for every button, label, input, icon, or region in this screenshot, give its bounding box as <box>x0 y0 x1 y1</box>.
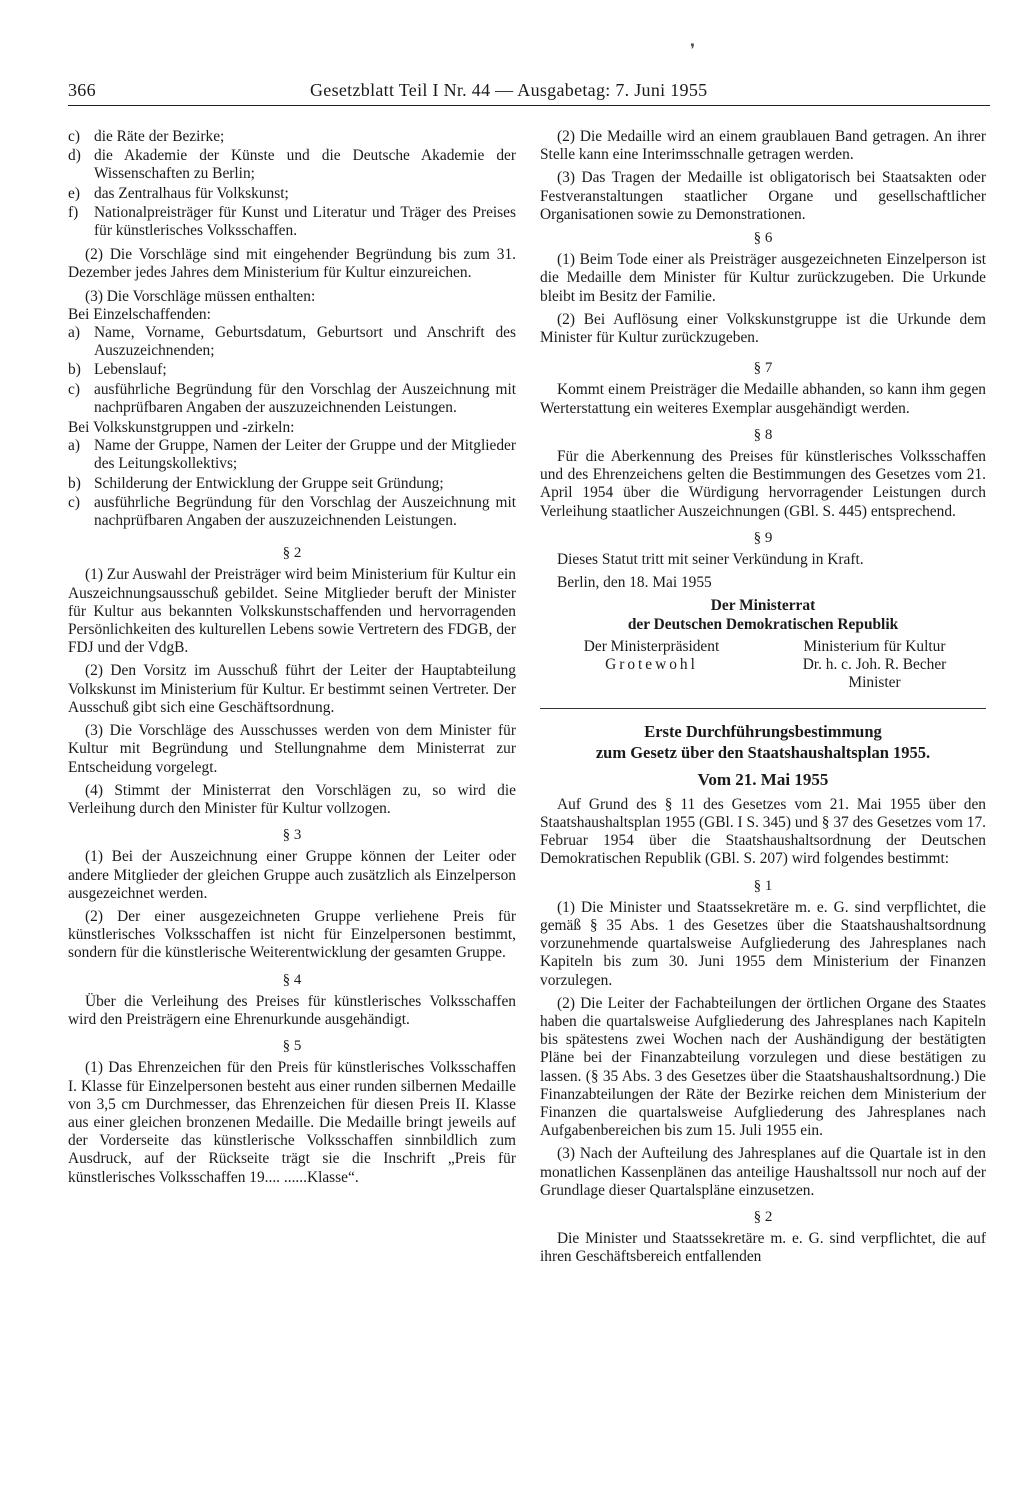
item-label: c) <box>68 128 80 145</box>
regulation-title: Erste Durchführungsbestimmung <box>644 722 882 742</box>
item-label: e) <box>68 184 80 202</box>
section-heading: § 7 <box>753 360 773 377</box>
list-groups <box>68 437 516 530</box>
item-text: Schilderung der Entwicklung der Gruppe seit Gründung; <box>94 474 444 492</box>
section-heading: § 2 <box>753 1208 773 1225</box>
section-heading: § 4 <box>282 971 302 988</box>
signatory-name: Grotewohl <box>605 656 698 674</box>
signatory-title: Der Ministerpräsident <box>583 637 720 655</box>
paragraph: (2) Den Vorsitz im Ausschuß führt der Leiter der Hauptabteilung Volkskunst im Ministerium für Kultur. Er bestimmt seinen Vertreter. Der Ausschuß gibt sich eine Geschäftsordnung. <box>68 662 516 716</box>
paragraph: (3) Die Vorschläge des Ausschusses werden von dem Minister für Kultur mit Begründung und Stellungnahme dem Ministerrat zur Entscheidung vorgelegt. <box>68 722 516 776</box>
right-column <box>540 128 986 1272</box>
paragraph: (4) Stimmt der Ministerrat den Vorschlägen zu, so wird die Verleihung durch den Minister für Kultur vollzogen. <box>68 781 516 817</box>
list-item <box>68 494 516 530</box>
paragraph: (2) Bei Auflösung einer Volkskunstgruppe ist die Urkunde dem Minister für Kultur zurückzugeben. <box>540 310 986 347</box>
page-number: 366 <box>68 80 96 100</box>
list-item <box>68 361 516 379</box>
paragraph: (2) Die Vorschläge sind mit eingehender Begründung bis zum 31. Dezember jedes Jahres dem Ministerium für Kultur einzureichen. <box>68 246 516 282</box>
signatory-name: Dr. h. c. Joh. R. Becher <box>802 656 947 674</box>
paragraph: (3) Das Tragen der Medaille ist obligatorisch bei Staatsakten oder Festveranstaltungen staatlicher Organe und gesellschaftlicher Organisationen sowie zu Demonstrationen. <box>540 169 986 223</box>
item-text: die Räte der Bezirke; <box>94 128 225 145</box>
list-item <box>68 204 516 240</box>
item-text: die Akademie der Künste und die Deutsche Akademie der Wissenschaften zu Berlin; <box>94 147 516 183</box>
header-rule <box>68 105 990 106</box>
section-heading: § 3 <box>282 827 302 844</box>
section-heading: § 6 <box>753 230 773 247</box>
list-proposers <box>68 128 516 240</box>
item-label: a) <box>68 437 80 455</box>
paragraph: Über die Verleihung des Preises für künstlerisches Volksschaffen wird den Preisträgern eine Ehrenurkunde ausgehändigt. <box>68 992 516 1028</box>
item-label: c) <box>68 380 80 398</box>
list-item <box>68 324 516 360</box>
list-item <box>68 185 516 203</box>
running-header: Gesetzblatt Teil I Nr. 44 — Ausgabetag: 7. Juni 1955 <box>310 80 708 100</box>
issuing-body: Der Ministerrat <box>710 597 816 615</box>
paragraph: (1) Die Minister und Staatssekretäre m. e. G. sind verpflichtet, die gemäß § 35 Abs. 1 des Gesetzes über die Staatshaushaltsordnung vorzunehmende quartalsweise Aufgliederung des Jahresplanes nach Kapiteln bis zum 30. Juni 1955 dem Ministerium der Finanzen vorzulegen. <box>540 898 986 989</box>
place-date: Berlin, den 18. Mai 1955 <box>557 574 712 592</box>
item-label: b) <box>68 361 81 379</box>
list-item <box>68 147 516 183</box>
paragraph: (1) Beim Tode einer als Preisträger ausgezeichneten Einzelperson ist die Medaille dem Minister für Kultur zurückzugeben. Die Urkunde bleibt im Besitz der Familie. <box>540 251 986 305</box>
paragraph: (2) Der einer ausgezeichneten Gruppe verliehene Preis für künstlerisches Volksschaffen ist nicht für Einzelpersonen bestimmt, sondern für die künstlerische Weiterentwicklung der gesamten Gruppe. <box>68 907 516 962</box>
item-text: das Zentralhaus für Volkskunst; <box>94 184 289 202</box>
paragraph: Kommt einem Preisträger die Medaille abhanden, so kann ihm gegen Werterstattung ein weiteres Exemplar ausgehändigt werden. <box>540 381 986 417</box>
item-label: b) <box>68 474 81 492</box>
signature-block <box>540 638 986 693</box>
paragraph: (1) Zur Auswahl der Preisträger wird beim Ministerium für Kultur ein Auszeichnungsausschuß gebildet. Seine Mitglieder beruft der Minister für Kultur aus bekannten Volkskunstschaffenden und hervorragenden Persönlichkeiten des kulturellen Lebens sowie Vertretern des FDGB, der FDJ und der VdgB. <box>68 566 516 657</box>
paragraph: (2) Die Leiter der Fachabteilungen der örtlichen Organe des Staates haben die quartalsweise Aufgliederung des Jahresplanes nach Kapiteln bis spätestens zwei Wochen nach der Aushändigung der bestätigten Pläne bei der Finanzabteilung vorzulegen und diese bestätigen zu lassen. (§ 35 Abs. 3 des Gesetzes über die Staatshaushaltsordnung.) Die Finanzabteilungen der Räte der Bezirke reichen dem Ministerium der Finanzen die quartalsweise Aufgliederung des Jahresplanes nach Aufgabenbereichen bis zum 15. Juli 1955 ein. <box>540 994 986 1140</box>
paragraph: Auf Grund des § 11 des Gesetzes vom 21. Mai 1955 über den Staatshaushaltsplan 1955 (GBl. I S. 345) und § 37 des Gesetzes vom 17. Februar 1954 über die Staatshaushaltsordnung der Deutschen Demokratischen Republik (GBl. S. 207) wird folgendes bestimmt: <box>540 795 986 868</box>
paragraph: Dieses Statut tritt mit seiner Verkündung in Kraft. <box>557 551 864 569</box>
section-heading: § 9 <box>753 529 773 546</box>
signature-right <box>763 638 986 693</box>
item-text: ausführliche Begründung für den Vorschlag der Auszeichnung mit nachprüfbaren Angaben der auszuzeichnenden Leistungen. <box>94 380 516 416</box>
issuing-body-line2: der Deutschen Demokratischen Republik <box>627 615 899 633</box>
signatory-title: Ministerium für Kultur <box>803 637 946 655</box>
item-text: Name, Vorname, Geburtsdatum, Geburtsort und Anschrift des Auszuzeichnenden; <box>94 324 516 360</box>
item-text: Nationalpreisträger für Kunst und Literatur und Träger des Preises für künstlerisches Volksschaffen. <box>94 203 516 240</box>
item-label: a) <box>68 324 80 342</box>
signatory-role: Minister <box>848 674 901 692</box>
item-label: d) <box>68 147 81 165</box>
paragraph: Für die Aberkennung des Preises für künstlerisches Volksschaffen und des Ehrenzeichens gelten die Bestimmungen des Gesetzes vom 21. April 1954 über die Würdigung hervorragender Leistungen durch Verleihung staatlicher Auszeichnungen (GBl. S. 445) entsprechend. <box>540 448 986 520</box>
regulation-title-line2: zum Gesetz über den Staatshaushaltsplan 1955. <box>595 743 931 763</box>
section-heading: § 1 <box>753 877 773 894</box>
list-individuals <box>68 324 516 417</box>
section-divider <box>540 708 986 709</box>
item-label: f) <box>68 203 79 221</box>
list-item <box>68 381 516 417</box>
item-text: ausführliche Begründung für den Vorschlag der Auszeichnung mit nachprüfbaren Angaben der auszuzeichnenden Leistungen. <box>94 493 516 530</box>
left-column <box>68 128 516 1192</box>
signature-left <box>540 638 763 693</box>
section-heading: § 2 <box>282 545 302 562</box>
list-item <box>68 437 516 473</box>
paragraph: Bei Volkskunstgruppen und -zirkeln: <box>68 419 295 437</box>
section-heading: § 8 <box>753 426 773 443</box>
list-item <box>68 128 516 146</box>
paragraph: (2) Die Medaille wird an einem graublauen Band getragen. An ihrer Stelle kann eine Interimsschnalle getragen werden. <box>540 128 986 164</box>
list-item <box>68 475 516 493</box>
section-heading: § 5 <box>282 1038 302 1055</box>
item-label: c) <box>68 493 80 511</box>
item-text: Name der Gruppe, Namen der Leiter der Gruppe und der Mitglieder des Leitungskollektivs; <box>94 437 516 473</box>
item-text: Lebenslauf; <box>94 361 167 379</box>
paragraph: (1) Das Ehrenzeichen für den Preis für künstlerisches Volksschaffen I. Klasse für Einzelpersonen besteht aus einer runden silbernen Medaille von 3,5 cm Durchmesser, das Ehrenzeichen für diesen Preis II. Klasse aus einer gleichen bronzenen Medaille. Die Medaille bringt jeweils auf der Vorderseite das künstlerische Volksschaffen sinnbildlich zum Ausdruck, auf der Rückseite trägt sie die Inschrift „Preis für künstlerisches Volksschaffen 19.... ......Klasse“. <box>68 1059 516 1186</box>
paragraph: (1) Bei der Auszeichnung einer Gruppe können der Leiter oder andere Mitglieder der gleichen Gruppe auch zusätzlich als Einzelperson ausgezeichnet werden. <box>68 848 516 902</box>
paragraph: (3) Die Vorschläge müssen enthalten: <box>85 287 316 305</box>
regulation-date: Vom 21. Mai 1955 <box>697 770 829 790</box>
paragraph: (3) Nach der Aufteilung des Jahresplanes auf die Quartale ist in den monatlichen Kassenplänen das anteilige Haushaltssoll nur noch auf der Grundlage dieser Quartalspläne einzusetzen. <box>540 1145 986 1199</box>
paragraph: Die Minister und Staatssekretäre m. e. G. sind verpflichtet, die auf ihren Geschäftsbereich entfallenden <box>540 1230 986 1266</box>
ink-mark: ❜ <box>690 42 696 59</box>
paragraph: Bei Einzelschaffenden: <box>68 305 211 323</box>
